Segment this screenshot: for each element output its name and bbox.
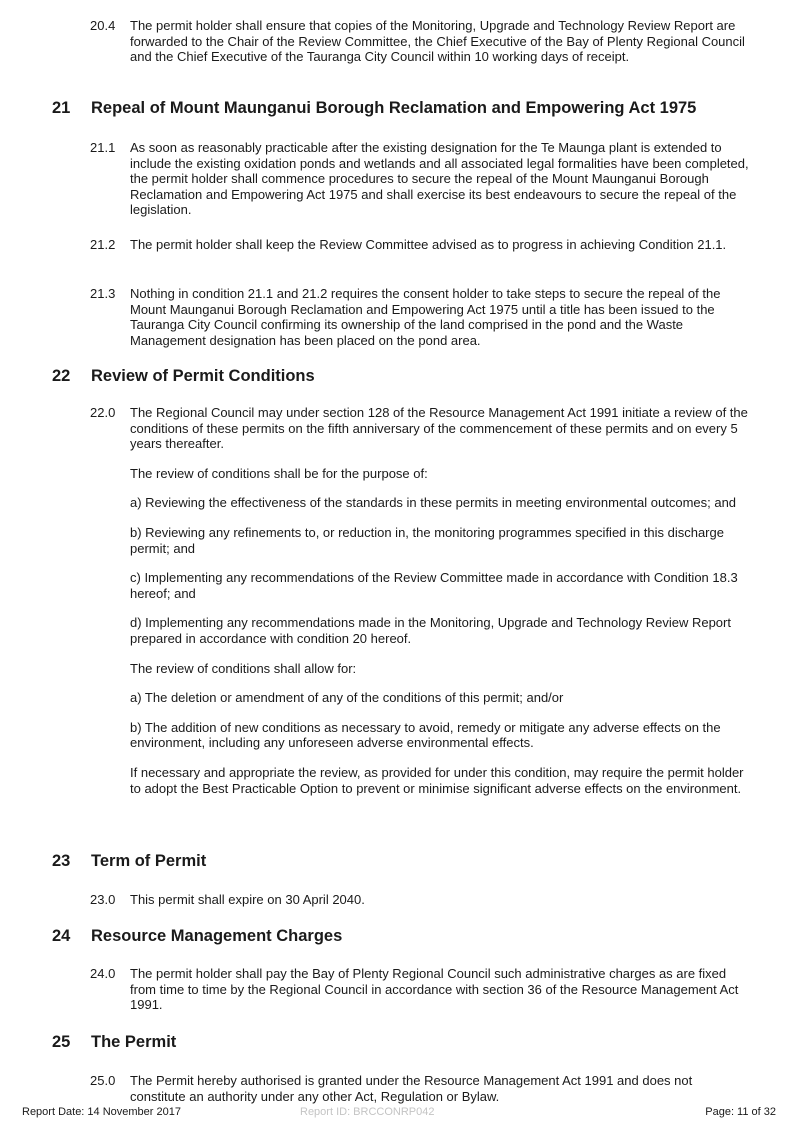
clause-21-1 xyxy=(90,140,750,218)
clause-text: The permit holder shall ensure that copies of the Monitoring, Upgrade and Technology Review Report are forwarded to the Chair of the Review Committee, the Chief Executive of the Bay of Plenty Regional Council and the Chief Executive of the Tauranga City Council within 10 working days of receipt. xyxy=(130,18,745,65)
clause-text: The Permit hereby authorised is granted under the Resource Management Act 1991 and does not constitute an authority under any other Act, Regulation or Bylaw. xyxy=(130,1073,693,1104)
clause-text: The permit holder shall keep the Review Committee advised as to progress in achieving Condition 21.1. xyxy=(130,237,727,252)
section-heading-24 xyxy=(52,926,342,946)
footer-report-id: Report ID: BRCCONRP042 xyxy=(300,1106,435,1118)
clause-text: This permit shall expire on 30 April 2040. xyxy=(130,892,365,907)
section-heading-21 xyxy=(52,98,696,118)
clause-number: 21.3 xyxy=(90,286,116,301)
clause-22-0 xyxy=(90,405,750,796)
section-number: 25 xyxy=(52,1033,71,1051)
clause-21-2 xyxy=(90,237,750,253)
clause-paragraph: b) The addition of new conditions as necessary to avoid, remedy or mitigate any adverse effects on the environment, including any unforeseen adverse environmental effects. xyxy=(130,719,721,751)
clause-21-3 xyxy=(90,286,750,348)
clause-paragraph: The review of conditions shall allow for: xyxy=(130,660,357,676)
clause-number: 24.0 xyxy=(90,966,116,981)
clause-paragraph: a) The deletion or amendment of any of the conditions of this permit; and/or xyxy=(130,690,564,706)
clause-text: Nothing in condition 21.1 and 21.2 requires the consent holder to take steps to secure the repeal of the Mount Maunganui Borough Reclamation and Empowering Act 1975 until a title has been issued to the Tauranga City Council confirming its ownership of the land comprised in the pond and the Waste Management designation has been placed on the pond area. xyxy=(130,286,721,348)
clause-paragraph: If necessary and appropriate the review, as provided for under this condition, may require the permit holder to adopt the Best Practicable Option to prevent or minimise significant adverse effects on the environment. xyxy=(130,764,744,796)
clause-paragraph: a) Reviewing the effectiveness of the standards in these permits in meeting environmental outcomes; and xyxy=(130,495,737,511)
clause-paragraph: c) Implementing any recommendations of the Review Committee made in accordance with Condition 18.3 hereof; and xyxy=(130,570,738,601)
clause-paragraph: b) Reviewing any refinements to, or reduction in, the monitoring programmes specified in this discharge permit; and xyxy=(130,524,724,556)
clause-20-4 xyxy=(90,18,750,65)
section-heading-25 xyxy=(52,1032,176,1052)
section-title: The Permit xyxy=(91,1033,177,1051)
clause-number: 20.4 xyxy=(90,18,116,33)
clause-paragraph: The Regional Council may under section 128 of the Resource Management Act 1991 initiate a review of the conditions of these permits on the fifth anniversary of the commencement of these permits and on every 5 years thereafter. xyxy=(130,405,748,452)
clause-number: 23.0 xyxy=(90,892,116,907)
clause-number: 21.1 xyxy=(90,140,116,155)
footer-page-number: Page: 11 of 32 xyxy=(705,1106,776,1118)
clause-text: As soon as reasonably practicable after the existing designation for the Te Maunga plant is extended to include the existing oxidation ponds and wetlands and all associated legal formalities have been completed, the permit holder shall commence procedures to secure the repeal of the Mount Maunganui Borough Reclamation and Empowering Act 1975 and shall exercise its best endeavours to secure the repeal of the legislation. xyxy=(130,140,749,218)
clause-25-0 xyxy=(90,1073,750,1104)
clause-paragraph: The review of conditions shall be for the purpose of: xyxy=(130,465,428,481)
section-heading-23 xyxy=(52,851,206,871)
section-title: Repeal of Mount Maunganui Borough Reclamation and Empowering Act 1975 xyxy=(91,99,697,117)
footer-report-date: Report Date: 14 November 2017 xyxy=(22,1106,181,1118)
section-title: Review of Permit Conditions xyxy=(91,367,315,385)
section-title: Term of Permit xyxy=(91,852,207,870)
clause-text: The permit holder shall pay the Bay of Plenty Regional Council such administrative charges as are fixed from time to time by the Regional Council in accordance with section 36 of the Resource Management Act 1991. xyxy=(130,966,739,1013)
clause-number: 22.0 xyxy=(90,405,116,420)
clause-number: 25.0 xyxy=(90,1073,116,1088)
section-number: 24 xyxy=(52,927,71,945)
clause-paragraph: d) Implementing any recommendations made in the Monitoring, Upgrade and Technology Review Report prepared in accordance with condition 20 hereof. xyxy=(130,615,731,646)
section-number: 21 xyxy=(52,99,71,117)
clause-23-0 xyxy=(90,892,750,908)
section-number: 23 xyxy=(52,852,71,870)
clause-24-0 xyxy=(90,966,750,1013)
section-number: 22 xyxy=(52,367,71,385)
section-heading-22 xyxy=(52,366,315,386)
clause-number: 21.2 xyxy=(90,237,116,252)
section-title: Resource Management Charges xyxy=(91,927,343,945)
